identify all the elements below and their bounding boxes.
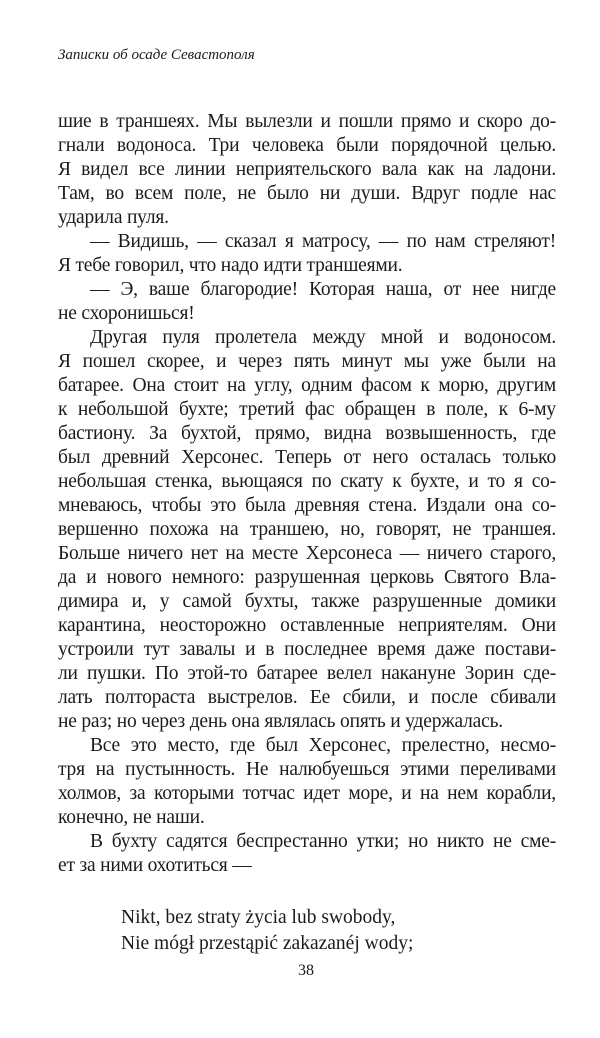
text-line: мневаюсь, чтобы это была древняя стена. Издали она со- [58,495,556,516]
text-line: конечно, не наши. [58,807,205,828]
text-line: ли пушки. По этой-то батарее велел накануне Зорин сде- [58,663,556,684]
text-line: Все это место, где был Херсонес, прелестно, несмо- [90,735,556,756]
poem-quote [121,905,413,957]
text-line: устроили тут завалы и в последнее время даже постави- [58,639,556,660]
text-line: Я тебе говорил, что надо идти траншеями. [58,255,403,276]
text-line: не схоронишься! [58,303,195,324]
text-line: — Э, ваше благородие! Которая наша, от нее нигде [90,279,556,300]
text-line: не раз; но через день она являлась опять и удержалась. [58,711,503,732]
running-head: Записки об осаде Севастополя [58,47,255,63]
text-line: — Видишь, — сказал я матросу, — по нам стреляют! [90,231,556,252]
text-line: небольшая стенка, вьющаяся по скату к бухте, и то я со- [58,471,556,492]
text-line: был древний Херсонес. Теперь от него осталась только [58,447,556,468]
text-line: В бухту садятся беспрестанно утки; но никто не сме- [90,831,556,852]
text-line: бастиону. За бухтой, прямо, видна возвышенность, где [58,423,556,444]
poem-line: Nie mógł przestąpić zakazanéj wody; [121,933,414,954]
text-line: димира и, у самой бухты, также разрушенные домики [58,591,556,612]
text-line: Там, во всем поле, не было ни души. Вдруг подле нас [58,183,556,204]
text-line: ет за ними охотиться — [58,855,252,876]
text-line: да и нового немного: разрушенная церковь Святого Вла- [58,567,556,588]
text-line: шие в траншеях. Мы вылезли и пошли прямо и скоро до- [58,111,556,132]
text-line: гнали водоноса. Три человека были порядочной целью. [58,135,556,156]
text-line: Я видел все линии неприятельского вала как на ладони. [58,159,556,180]
text-line: карантина, неосторожно оставленные неприятелям. Они [58,615,556,636]
text-line: Другая пуля пролетела между мной и водоносом. [90,327,556,348]
body-text [58,110,556,878]
text-line: Я пошел скорее, и через пять минут мы уже были на [58,351,556,372]
text-line: ударила пуля. [58,207,169,228]
text-line: лать полтораста выстрелов. Ее сбили, и после сбивали [58,687,556,708]
page-number: 38 [298,962,314,979]
text-line: батарее. Она стоит на углу, одним фасом к морю, другим [58,375,556,396]
poem-line: Nikt, bez straty życia lub swobody, [121,907,396,928]
text-line: вершенно похожа на траншею, но, говорят, не траншея. [58,519,556,540]
text-line: к небольшой бухте; третий фас обращен в поле, к 6-му [58,399,556,420]
text-line: холмов, за которыми тотчас идет море, и на нем корабли, [58,783,556,804]
text-line: Больше ничего нет на месте Херсонеса — ничего старого, [58,543,556,564]
text-line: тря на пустынность. Не налюбуешься этими переливами [58,759,556,780]
